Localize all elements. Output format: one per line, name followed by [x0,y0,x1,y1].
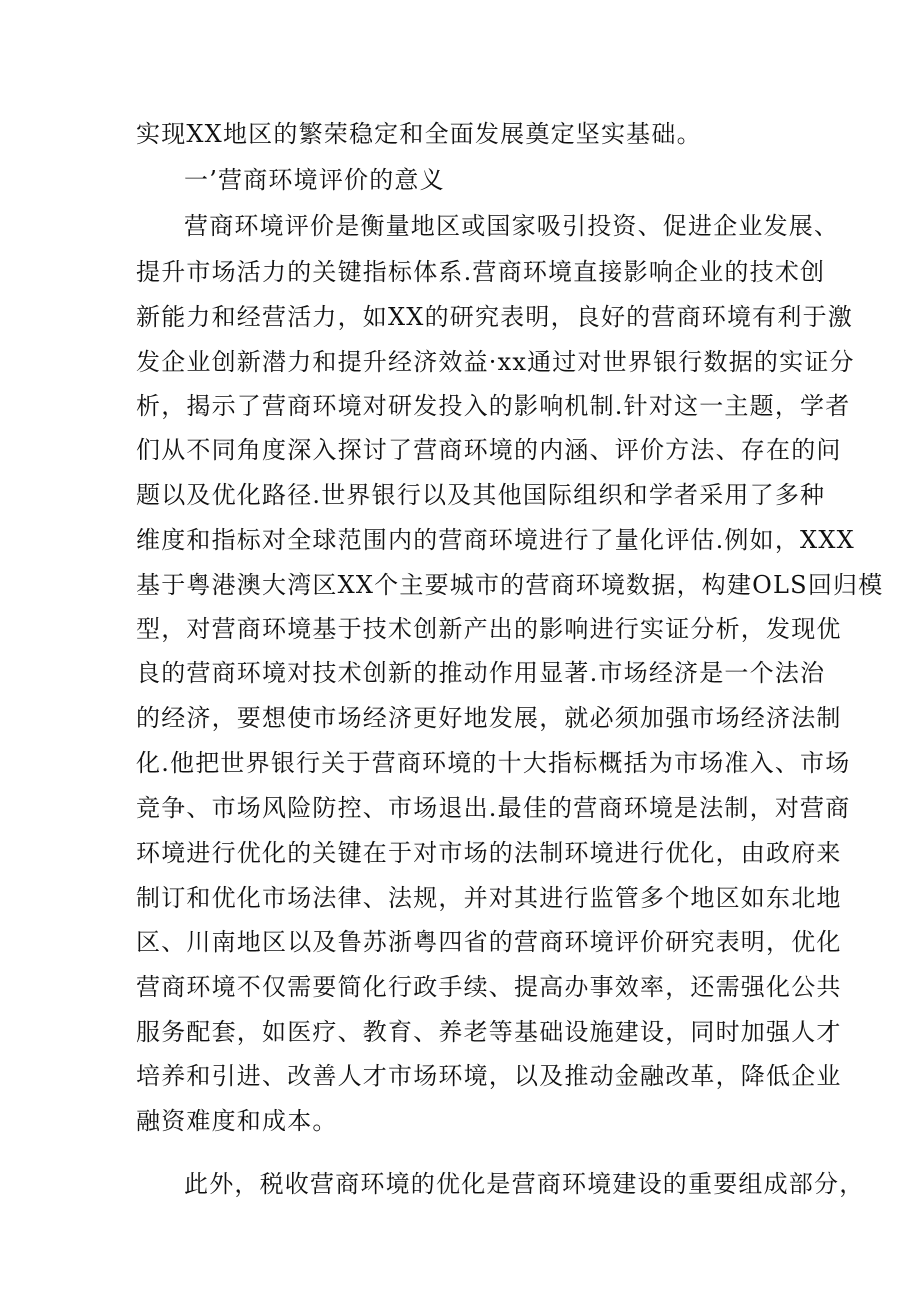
paragraph-line: 服务配套，如医疗、教育、养老等基础设施建设，同时加强人才 [136,1018,842,1046]
text-line: 实现XX地区的繁荣稳定和全面发展奠定坚实基础。 [136,120,702,148]
paragraph-line: 此外，税收营商环境的优化是营商环境建设的重要组成部分， [184,1170,865,1198]
paragraph-line: 制订和优化市场法律、法规，并对其进行监管多个地区如东北地 [136,884,842,912]
paragraph-line: 营商环境评价是衡量地区或国家吸引投资、促进企业发展、 [184,212,840,240]
paragraph-line: 基于粤港澳大湾区XX个主要城市的营商环境数据，构建OLS回归模 [136,571,884,599]
section-heading: 一’营商环境评价的意义 [184,166,445,194]
paragraph-line: 提升市场活力的关键指标体系.营商环境直接影响企业的技术创 [136,258,826,286]
paragraph-line: 良的营商环境对技术创新的推动作用显著.市场经济是一个法治 [136,659,826,687]
paragraph-line: 维度和指标对全球范围内的营商环境进行了量化评估.例如，XXX [136,526,855,554]
paragraph-line: 营商环境不仅需要简化行政手续、提高办事效率，还需强化公共 [136,973,842,1001]
paragraph-line: 环境进行优化的关键在于对市场的法制环境进行优化，由政府来 [136,839,842,867]
paragraph-line: 题以及优化路径.世界银行以及其他国际组织和学者采用了多种 [136,481,826,509]
paragraph-line: 化.他把世界银行关于营商环境的十大指标概括为市场准入、市场 [136,749,851,777]
paragraph-line: 新能力和经营活力，如XX的研究表明，良好的营商环境有利于激 [136,303,853,331]
paragraph-line: 发企业创新潜力和提升经济效益·xx通过对世界银行数据的实证分 [136,348,855,376]
paragraph-line: 区、川南地区以及鲁苏浙粤四省的营商环境评价研究表明，优化 [136,928,842,956]
paragraph-line: 型，对营商环境基于技术创新产出的影响进行实证分析，发现优 [136,615,842,643]
paragraph-line: 的经济，要想使市场经济更好地发展，就必须加强市场经济法制 [136,704,842,732]
paragraph-line: 竞争、市场风险防控、市场退出.最佳的营商环境是法制，对营商 [136,794,851,822]
paragraph-line: 融资难度和成本。 [136,1107,338,1135]
paragraph-line: 析，揭示了营商环境对研发投入的影响机制.针对这一主题，学者 [136,392,851,420]
paragraph-line: 培养和引进、改善人才市场环境，以及推动金融改革，降低企业 [136,1062,842,1090]
paragraph-line: 们从不同角度深入探讨了营商环境的内涵、评价方法、存在的问 [136,436,842,464]
